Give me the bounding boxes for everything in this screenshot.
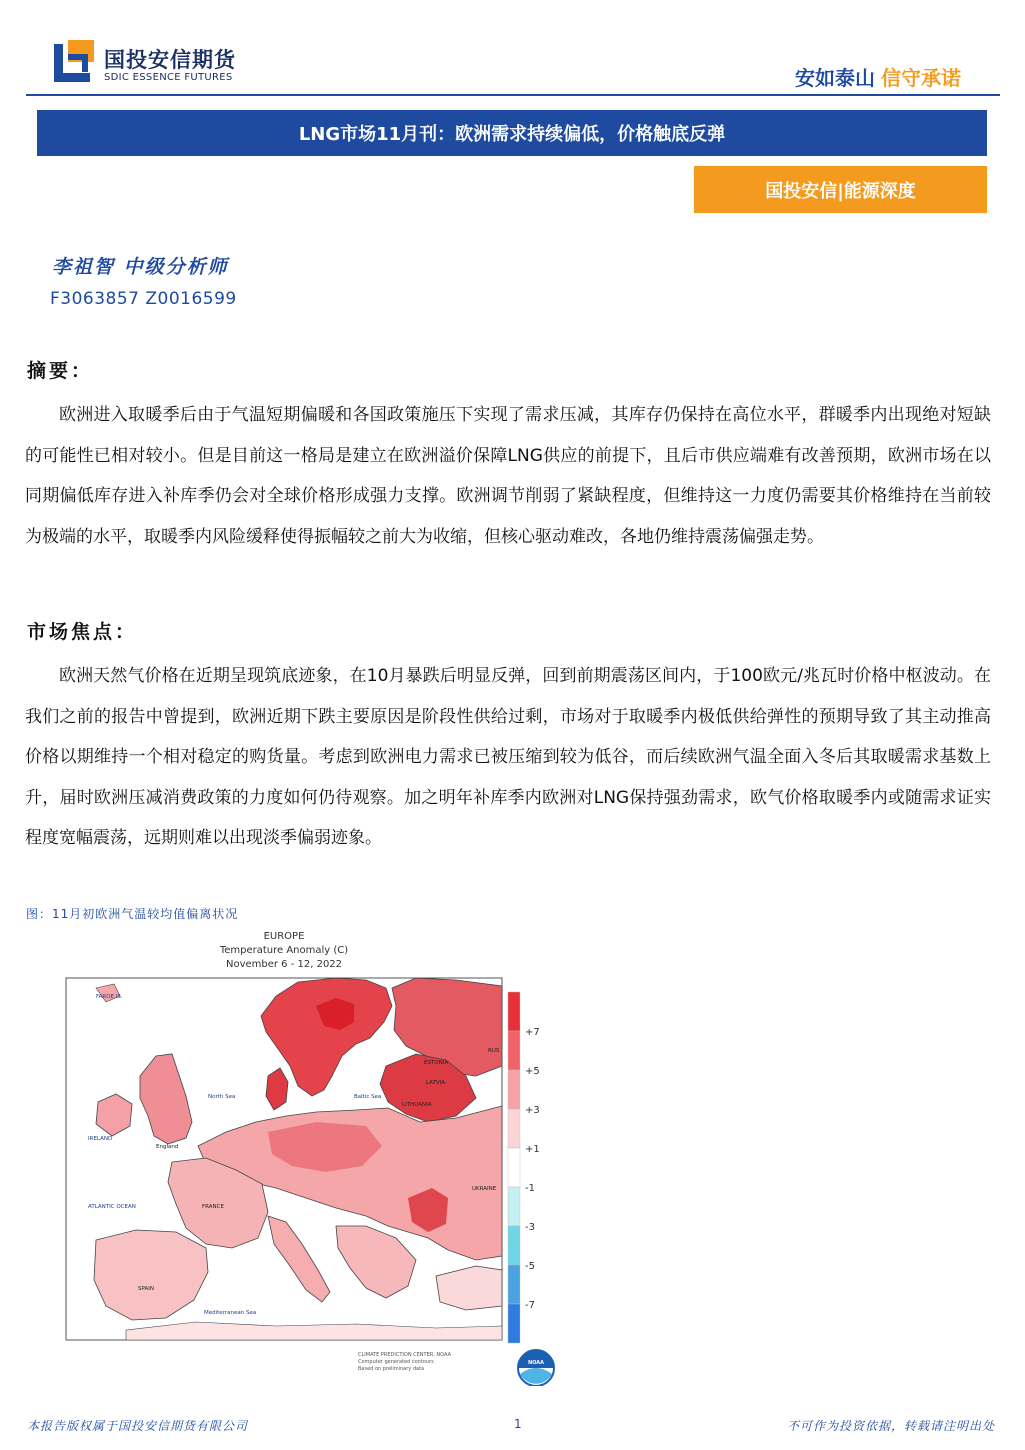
label-north-sea: North Sea: [208, 1094, 236, 1100]
legend-label: +1: [525, 1144, 540, 1155]
credit-line-1: CLIMATE PREDICTION CENTER, NOAA: [358, 1352, 451, 1358]
label-ireland: IRELAND: [88, 1136, 113, 1142]
header-divider: [26, 94, 1000, 96]
map-title-3: November 6 - 12, 2022: [225, 959, 343, 970]
label-med: Mediterranean Sea: [204, 1310, 257, 1316]
temperature-anomaly-map: [36, 926, 576, 1386]
label-baltic: Baltic Sea: [354, 1094, 382, 1100]
label-france: FRANCE: [202, 1204, 224, 1210]
label-england: England: [156, 1144, 179, 1150]
label-spain: SPAIN: [138, 1286, 154, 1292]
legend-label: +7: [525, 1027, 540, 1038]
noaa-text: NOAA: [527, 1360, 545, 1366]
label-lithuania: LITHUANIA: [402, 1102, 432, 1108]
legend-swatch: [508, 1148, 520, 1187]
report-tag: 国投安信|能源深度: [694, 166, 987, 213]
label-ukraine: UKRAINE: [472, 1186, 497, 1192]
legend-swatch: [508, 1226, 520, 1265]
legend-swatch: [508, 1304, 520, 1343]
credit-line-2: Computer generated contours: [358, 1359, 434, 1365]
footer-copyright: 本报告版权属于国投安信期货有限公司: [27, 1419, 249, 1433]
legend-swatch: [508, 992, 520, 1031]
legend-label: +5: [525, 1066, 540, 1077]
company-name-en: SDIC ESSENCE FUTURES: [104, 72, 233, 83]
legend-swatch: [508, 1031, 520, 1070]
legend-swatch: [508, 1070, 520, 1109]
slogan-part1: 安如泰山: [795, 66, 875, 90]
figure-caption: 图：11月初欧洲气温较均值偏离状况: [26, 907, 239, 921]
map-title-1: EUROPE: [263, 931, 305, 942]
footer-disclaimer: 不可作为投资依据，转载请注明出处: [786, 1419, 995, 1433]
label-faroe: FAROE IS.: [96, 994, 123, 1000]
summary-heading: 摘要：: [27, 360, 94, 382]
legend-swatch: [508, 1109, 520, 1148]
focus-paragraph: 欧洲天然气价格在近期呈现筑底迹象，在10月暴跌后明显反弹，回到前期震荡区间内，于100欧元/兆瓦时价格中枢波动。在我们之前的报告中曾提到，欧洲近期下跌主要原因是阶段性供给过剩，市场对于取暖季内极低供给弹性的预期导致了其主动推高价格以期维持一个相对稳定的购货量。考虑到欧洲电力需求已被压缩到较为低谷，而后续欧洲气温全面入冬后其取暖需求基数上升，届时欧洲压减消费政策的力度如何仍待观察。加之明年补库季内欧洲对LNG保持强劲需求，欧气价格取暖季内或随需求证实程度宽幅震荡，远期则难以出现淡季偏弱迹象。: [25, 666, 991, 848]
legend-label: -1: [525, 1183, 535, 1194]
label-atlantic: ATLANTIC OCEAN: [88, 1204, 136, 1210]
legend-swatch: [508, 1187, 520, 1226]
credit-line-3: Based on preliminary data: [358, 1366, 425, 1372]
report-title: LNG市场11月刊：欧洲需求持续偏低，价格触底反弹: [37, 110, 987, 156]
label-estonia: ESTONIA: [424, 1060, 449, 1066]
label-latvia: LATVIA: [426, 1080, 446, 1086]
legend-swatch: [508, 1265, 520, 1304]
author-certificate: F3063857 Z0016599: [50, 289, 237, 309]
slogan-part2: 信守承诺: [881, 66, 961, 90]
noaa-logo: [518, 1350, 554, 1386]
map-title-2: Temperature Anomaly (C): [219, 945, 349, 956]
focus-heading: 市场焦点：: [27, 621, 138, 643]
slogan: [795, 62, 961, 91]
summary-paragraph: 欧洲进入取暖季后由于气温短期偏暖和各国政策施压下实现了需求压减，其库存仍保持在高位水平，群暖季内出现绝对短缺的可能性已相对较小。但是目前这一格局是建立在欧洲溢价保障LNG供应的前提下，且后市供应端难有改善预期，欧洲市场在以同期偏低库存进入补库季仍会对全球价格形成强力支撑。欧洲调节削弱了紧缺程度，但维持这一力度仍需要其价格维持在当前较为极端的水平，取暖季内风险缓释使得振幅较之前大为收缩，但核心驱动难改，各地仍维持震荡偏强走势。: [25, 405, 991, 547]
company-logo: [54, 40, 98, 84]
footer-page-number: 1: [514, 1417, 522, 1431]
legend-label: -5: [525, 1261, 535, 1272]
legend-label: +3: [525, 1105, 540, 1116]
legend-label: -7: [525, 1300, 535, 1311]
label-russia: RUS: [488, 1048, 500, 1054]
map-svg: [36, 926, 576, 1386]
legend-label: -3: [525, 1222, 535, 1233]
company-name-cn: 国投安信期货: [104, 48, 236, 72]
map-legend: [508, 992, 540, 1343]
author-name: 李祖智 中级分析师: [52, 256, 229, 278]
